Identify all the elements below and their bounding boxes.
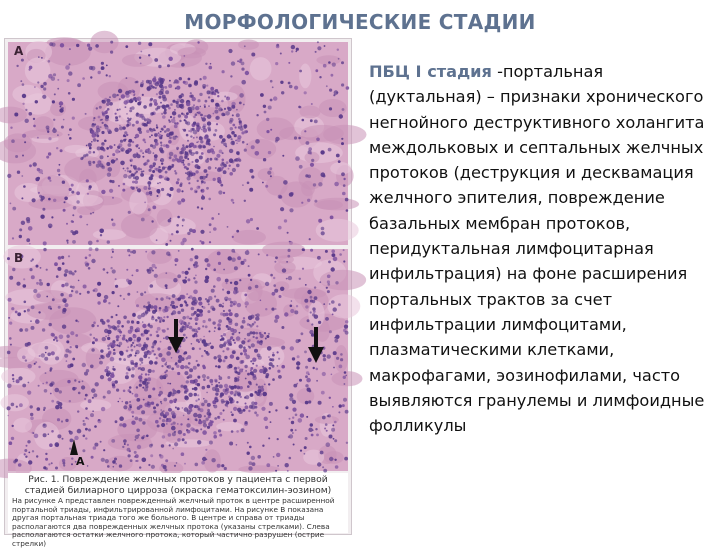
stage-label: ПБЦ I стадия [369,62,492,81]
panel-b-label: B [14,251,24,265]
tissue-texture [0,31,366,246]
caption-body: На рисунке А представлен поврежденный желчный проток в центре расширенной портальной триады, инфильтрированной лимфоцитами. На рисунке В показана другая портальная триада того же больного. В центре и справа от триады располагаются два поврежденных желчных протока (указаны стрелками). Слева располагаются остатки желчного протока, который частично разрушен (острие стрелки) [12,496,335,548]
stage-description-text [369,59,707,438]
micrograph-b-image [8,249,348,471]
slide-title: МОРФОЛОГИЧЕСКИЕ СТАДИИ [184,10,536,34]
histology-figure [4,38,352,548]
micrograph-panel-a [8,42,348,245]
tissue-texture [0,242,366,482]
stage-description: -портальная (дуктальная) – признаки хронического негнойного деструктивного холангита междольковых и септальных желчных протоков (деструкция и десквамация желчного эпителия, повреждение базальных мембран протоков, перидуктальная лимфоцитарная инфильтрация) на фоне расширения портальных трактов за счет инфильтрации лимфоцитами, плазматическими клетками, макрофагами, эозинофилами, часто выявляются гранулемы и лимфоидные фолликулы [369,62,705,436]
caption-title: Рис. 1. Повреждение желчных протоков у пациента с первой стадией билиарного цирроза (окраска гематоксилин-эозином) [24,474,332,496]
arrowhead-label: A [76,455,85,468]
micrograph-a-image [8,42,348,245]
panel-a-label: A [14,44,24,58]
micrograph-panel-b [8,249,348,471]
figure-caption [8,473,348,548]
